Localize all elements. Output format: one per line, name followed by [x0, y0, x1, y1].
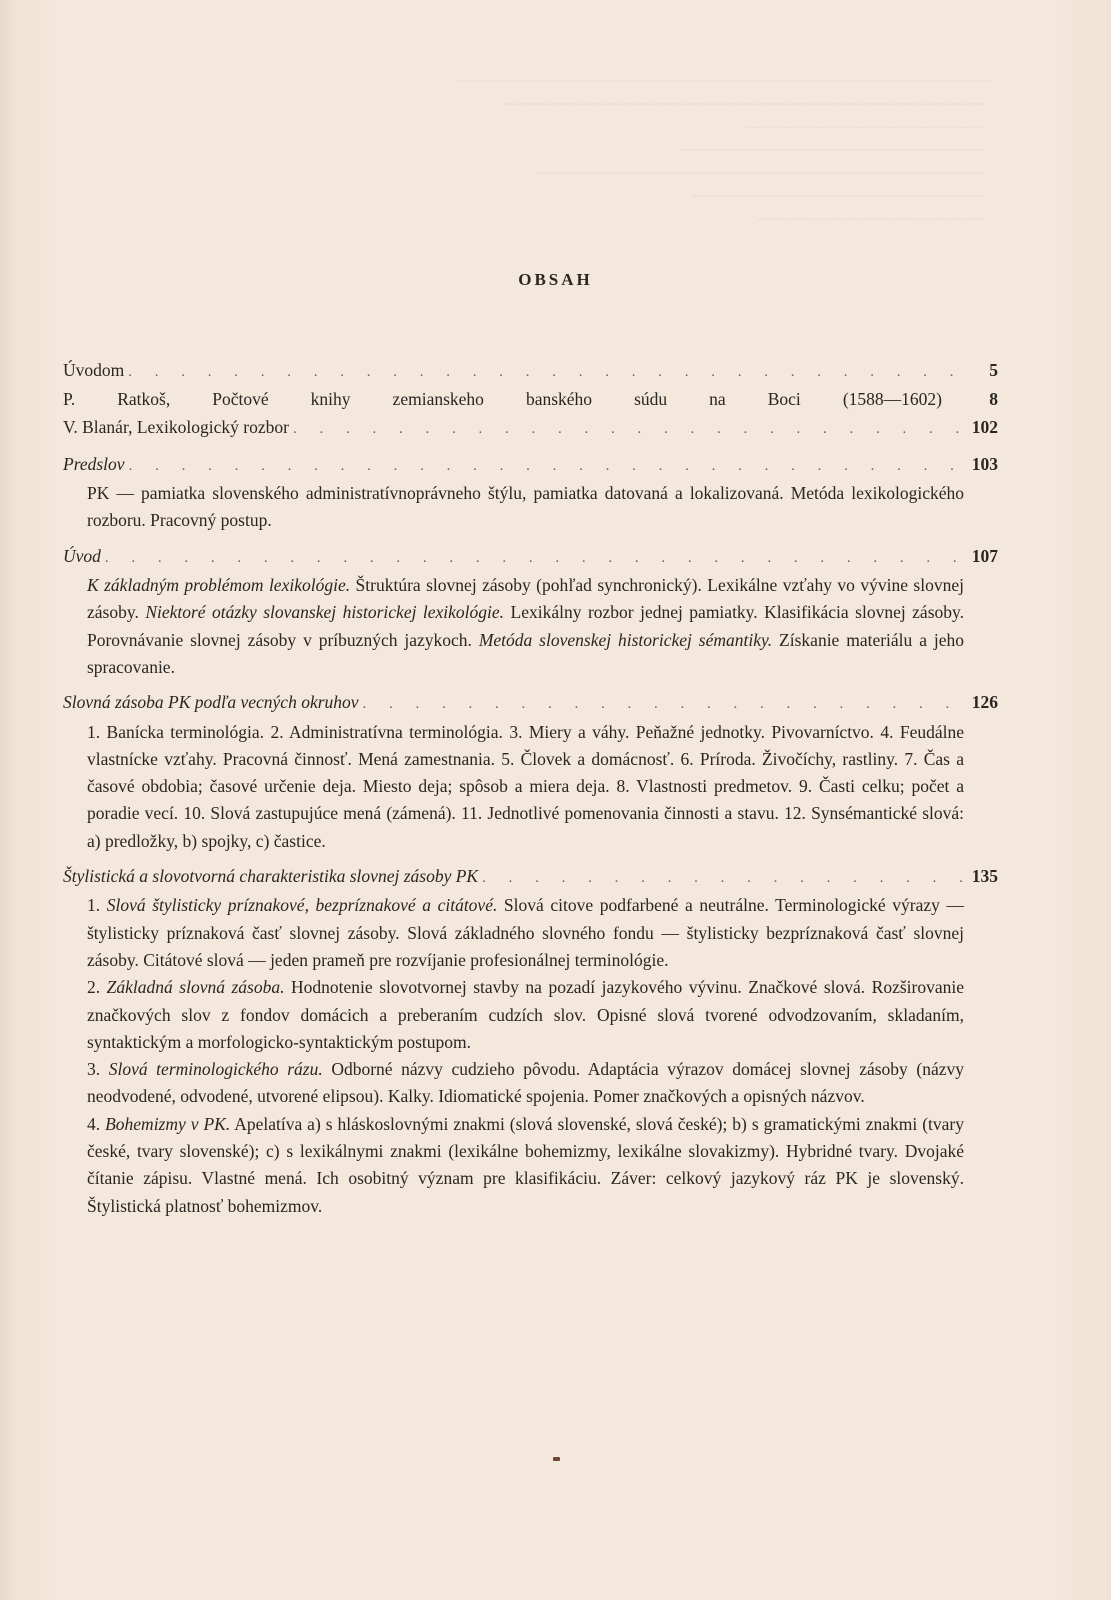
toc-entry-title[interactable]: P. Ratkoš, Počtové knihy zemianskeho banského súdu na Boci (1588—1602)	[63, 389, 942, 410]
description-italic-text: Niektoré otázky slovanskej historickej lexikológie.	[145, 602, 505, 623]
page-number: 5	[989, 360, 998, 380]
description-text: 1. Banícka terminológia. 2. Administratívna terminológia. 3. Miery a váhy. Peňažné jednotky. Pivovarníctvo. 4. Feudálne vlastnícke vzťahy. Pracovná činnosť. Mená zamestnania. 5. Človek a domácnosť. 6. Príroda. Živočíchy, rastliny. 7. Čas a časové obdobia; časové určenie deja. Miesto deja; spôsob a miera deja. 8. Vlastnosti predmetov. 9. Časti celku; počet a poradie vecí. 10. Slová zastupujúce mená (zámená). 11. Jednotlivé pomenovania činnosti a stavu. 12. Synsémantické slová: a) predložky, b) spojky, c) častice.	[87, 721, 964, 851]
toc-entry-title[interactable]: V. Blanár, Lexikologický rozbor	[63, 416, 289, 437]
page-number: 102	[971, 416, 998, 437]
toc-entry-row	[63, 689, 998, 718]
ink-mark	[553, 1457, 560, 1461]
page-number: 103	[971, 453, 998, 474]
page-number: 126	[971, 692, 998, 713]
description-italic-text: Bohemizmy v PK.	[105, 1113, 231, 1134]
description-text: Lexikálny rozbor jednej pamiatky. Klasifikácia slovnej zásoby. Porovnávanie slovnej zásoby v príbuzných jazykoch.	[87, 602, 964, 650]
toc-entry	[63, 863, 998, 1220]
toc-entry-title[interactable]: Slovná zásoba PK podľa vecných okruhov	[63, 692, 359, 713]
description-text: 3.	[87, 1059, 109, 1080]
toc-entry-title[interactable]: Úvodom	[63, 360, 125, 380]
toc-entry	[63, 414, 998, 443]
toc-entry-title[interactable]: Úvod	[63, 545, 101, 566]
description-italic-text: Metóda slovenskej historickej sémantiky.	[478, 629, 773, 650]
description-text: Získanie materiálu a jeho spracovanie.	[87, 629, 965, 677]
toc-entry	[63, 451, 998, 535]
description-text: PK — pamiatka slovenského administratívnoprávneho štýlu, pamiatka datovaná a lokalizovaná. Metóda lexikologického rozboru. Pracovný postup.	[87, 483, 964, 531]
description-italic-text: K základným problémom lexikológie.	[87, 575, 351, 596]
description-text: Apelatíva a) s hláskoslovnými znakmi (slová slovenské, slová české); b) s gramatickými znakmi (tvary české, tvary slovenské); c) s lexikálnymi znakmi (lexikálne bohemizmy, lexikálne slovakizmy). Hybridné tvary. Dvojaké čítanie zápisu. Vlastné mená. Ich osobitný význam pre klasifikáciu. Záver: celkový jazykový ráz PK je slovenský. Štylistická platnosť bohemizmov.	[87, 1113, 964, 1216]
toc-entry-description	[63, 572, 998, 681]
page-number: 107	[971, 545, 998, 566]
toc-entry	[63, 357, 998, 386]
description-text: Štruktúra slovnej zásoby (pohľad synchronický). Lexikálne vzťahy vo vývine slovnej zásoby.	[87, 575, 964, 623]
description-text: Slová citove podfarbené a neutrálne. Terminologické výrazy — štylisticky príznaková časť slovnej zásoby. Slová základného slovného fondu — štylisticky bezpríznaková časť slovnej zásoby. Citátové slová — jeden prameň pre rozvíjanie profesionálnej terminológie.	[87, 895, 964, 970]
toc-entry-row	[63, 414, 998, 443]
toc-entry-title[interactable]: Predslov	[63, 453, 125, 474]
toc-entry-row	[63, 357, 998, 386]
show-through-text: ~~~~~~~~~~~~~~~~~~~~~~~~~~~~~~~~~~~~~~~~~~~~~~~~~~~~~~~~~~~~~~~~~~~~~~~~~~~~~~~~~~ ~~~~~~~~~~~~~~~~~~~~~~~~~~~~~~~~~~~~~~~~~~~~~~~~~~~~~~~~~~~~~~~~~~~~~~~~~~ ~~~~~~~~~~~~~~~~~~~~~~~~~~~~~~~~~~~~~ ~~~~~~~~~~~~~~~~~~~~~~~~~~~~~~~~~~~~~~~~~~~~~~~ ~~~~~~~~~~~~~~~~~~~~~~~~~~~~~~~~~~~~~~~~~~~~~~~~~~~~~~~~~~~~~~~~~~~~~ ~~~~~~~~~~~~~~~~~~~~~~~~~~~~~~~~~~~~~~~~~~~~~ ~~~~~~~~~~~~~~~~~~~~~~~~~~~~~~~~~~~	[457, 74, 990, 226]
toc-entry-title[interactable]: Štylistická a slovotvorná charakteristika slovnej zásoby PK	[63, 866, 479, 887]
description-italic-text: Slová štylisticky príznakové, bezpríznakové a citátové.	[106, 895, 498, 916]
dot-leader	[293, 416, 964, 443]
toc-entry-row	[63, 386, 998, 413]
description-text: 2.	[87, 977, 107, 998]
description-text: 1.	[87, 895, 107, 916]
toc-entry-row	[63, 451, 998, 480]
page-title: OBSAH	[518, 270, 593, 289]
toc-entry-row	[63, 543, 998, 572]
dot-leader	[128, 359, 964, 386]
toc-entry-row	[63, 863, 998, 892]
page-number: 135	[971, 866, 998, 887]
dot-leader	[129, 453, 964, 480]
dot-leader	[105, 545, 964, 572]
toc-entry	[63, 689, 998, 855]
description-text: Odborné názvy cudzieho pôvodu. Adaptácia výrazov domácej slovnej zásoby (názvy neodvodené, odvodené, utvorené elipsou). Kalky. Idiomatické spojenia. Pomer značkových a opisných názvov.	[87, 1059, 965, 1107]
dot-leader	[363, 691, 964, 718]
toc-entry	[63, 386, 998, 413]
description-italic-text: Základná slovná zásoba.	[106, 977, 285, 998]
description-text: Hodnotenie slovotvornej stavby na pozadí jazykového vývinu. Značkové slová. Rozširovanie značkových slov z fondov domácich a preberaním cudzích slov. Opisné slová tvorené odvodzovaním, skladaním, syntaktickým a morfologicko-syntaktickým postupom.	[87, 977, 964, 1052]
table-of-contents	[63, 357, 998, 1220]
toc-entry-description	[63, 719, 998, 855]
description-italic-text: Slová terminologického rázu.	[108, 1059, 323, 1080]
toc-entry-description	[63, 892, 998, 1220]
page-number: 8	[989, 389, 998, 410]
description-text: 4.	[87, 1113, 106, 1134]
toc-entry-description	[63, 480, 998, 535]
dot-leader	[482, 865, 964, 892]
toc-entry	[63, 543, 998, 681]
